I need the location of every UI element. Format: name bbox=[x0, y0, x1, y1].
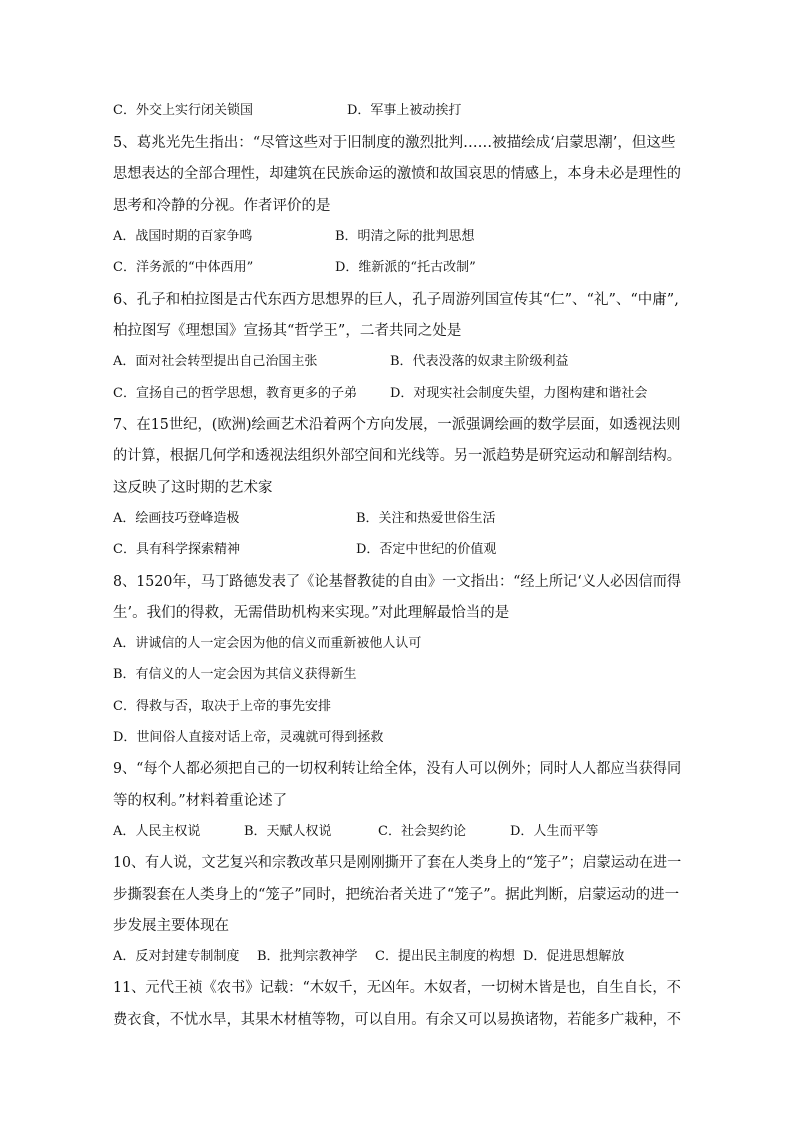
q6-option-b: B．代表没落的奴隶主阶级利益 bbox=[390, 354, 569, 369]
q11-stem-line-1: 11、元代王祯《农书》记载：“木奴千，无凶年。木奴者，一切树木皆是也，自生自长，不 bbox=[113, 980, 681, 996]
q5-stem-line-1: 5、葛兆光先生指出：“尽管这些对于旧制度的激烈批判……被描绘成‘启蒙思潮’，但这些 bbox=[113, 135, 676, 151]
q6-option-c: C．宣扬自己的哲学思想，教育更多的子弟 bbox=[113, 386, 357, 401]
q6-option-a: A．面对社会转型提出自己治国主张 bbox=[113, 354, 318, 369]
q10-option-d: D．促进思想解放 bbox=[523, 949, 625, 964]
q10-option-b: B．批判宗教神学 bbox=[257, 949, 358, 964]
q9-stem-line-2: 等的权利。”材料着重论述了 bbox=[113, 793, 288, 809]
q10-option-c: C．提出民主制度的构想 bbox=[375, 949, 515, 964]
q11-stem-line-2: 费衣食，不忧水旱，其果木材植等物，可以自用。有余又可以易换诸物，若能多广栽种，不 bbox=[113, 1012, 681, 1028]
q10-stem-line-3: 步发展主要体现在 bbox=[113, 918, 229, 934]
q10-stem-line-1: 10、有人说，文艺复兴和宗教改革只是刚刚撕开了套在人类身上的“笼子”；启蒙运动在进一 bbox=[113, 855, 682, 871]
q5-option-d: D．维新派的“托古改制” bbox=[335, 260, 476, 275]
q10-option-a: A．反对封建专制制度 bbox=[113, 949, 240, 964]
q8-stem-line-2: 生’。我们的得救，无需借助机构来实现。”对此理解最恰当的是 bbox=[113, 605, 510, 621]
q5-stem-line-2: 思想表达的全部合理性，却建筑在民族命运的激愤和故国哀思的情感上，本身未必是理性的 bbox=[113, 166, 681, 182]
q5-option-a: A．战国时期的百家争鸣 bbox=[113, 229, 253, 244]
q4-option-c: C．外交上实行闭关锁国 bbox=[113, 103, 253, 118]
q5-stem-line-3: 思考和冷静的分视。作者评价的是 bbox=[113, 198, 331, 214]
q4-option-d: D．军事上被动挨打 bbox=[347, 103, 462, 118]
q7-option-d: D．否定中世纪的价值观 bbox=[356, 542, 497, 557]
q7-option-a: A．绘画技巧登峰造极 bbox=[113, 511, 240, 526]
q6-stem-line-1: 6、孔子和柏拉图是古代东西方思想界的巨人，孔子周游列国宣传其“仁”、“礼”、“中庸”, bbox=[113, 292, 679, 308]
q10-stem-line-2: 步撕裂套在人类身上的“笼子”同时，把统治者关进了“笼子”。据此判断，启蒙运动的进一 bbox=[113, 887, 680, 903]
q9-option-b: B．天赋人权说 bbox=[244, 824, 332, 839]
q6-option-d: D．对现实社会制度失望，力图构建和谐社会 bbox=[390, 386, 648, 401]
q7-option-b: B．关注和热爱世俗生活 bbox=[356, 511, 496, 526]
q5-option-b: B．明清之际的批判思想 bbox=[335, 229, 475, 244]
q9-option-d: D．人生而平等 bbox=[510, 824, 599, 839]
q9-stem-line-1: 9、“每个人都必须把自己的一切权利转让给全体，没有人可以例外；同时人人都应当获得同 bbox=[113, 761, 682, 777]
q9-option-c: C．社会契约论 bbox=[378, 824, 466, 839]
q5-option-c: C．洋务派的“中体西用” bbox=[113, 260, 254, 275]
q9-option-a: A．人民主权说 bbox=[113, 824, 201, 839]
q7-option-c: C．具有科学探索精神 bbox=[113, 542, 240, 557]
q7-stem-line-1: 7、在15世纪，(欧洲)绘画艺术沿着两个方向发展，一派强调绘画的数学层面，如透视法则 bbox=[113, 417, 681, 433]
exam-page: C．外交上实行闭关锁国 D．军事上被动挨打 5、葛兆光先生指出：“尽管这些对于旧制度的激烈批判……被描绘成‘启蒙思潮’，但这些 思想表达的全部合理性，却建筑在民族命运的激愤和故国哀思的情感上，本身未必是理性的 思考和冷静的分视。作者评价的是 A．战国时期的百家争鸣 B．明清之际的批判思想 C．洋务派的“中体西用” D．维新派的“托古改制” 6、孔子和柏拉图是古代东西方思想界的巨人，孔子周游列国宣传其“仁”、“礼”、“中庸”, 柏拉图写《理想国》宣扬其“哲学王”，二者共同之处是 A．面对社会转型提出自己治国主张 B．代表没落的奴隶主阶级利益 C．宣扬自己的哲学思想，教育更多的子弟 D．对现实社会制度失望，力图构建和谐社会 7、在15世纪，(欧洲)绘画艺术沿着两个方向发展，一派强调绘画的数学层面，如透视法则 的计算，根据几何学和透视法组织外部空间和光线等。另一派趋势是研究运动和解剖结构。 这反映了这时期的艺术家 A．绘画技巧登峰造极 B．关注和热爱世俗生活 C．具有科学探索精神 D．否定中世纪的价值观 8、1520年，马丁路德发表了《论基督教徒的自由》一文指出：“经上所记‘义人必因信而得 生’。我们的得救，无需借助机构来实现。”对此理解最恰当的是 A．讲诚信的人一定会因为他的信义而重新被他人认可 B．有信义的人一定会因为其信义获得新生 C．得救与否，取决于上帝的事先安排 D．世间俗人直接对话上帝，灵魂就可得到拯救 9、“每个人都必须把自己的一切权利转让给全体，没有人可以例外；同时人人都应当获得同 等的权利。”材料着重论述了 A．人民主权说 B．天赋人权说 C．社会契约论 D．人生而平等 10、有人说，文艺复兴和宗教改革只是刚刚撕开了套在人类身上的“笼子”；启蒙运动在进一 步撕裂套在人类身上的“笼子”同时，把统治者关进了“笼子”。据此判断，启蒙运动的进一 步发展主要体现在 A．反对封建专制制度 B．批判宗教神学 C．提出民主制度的构想 D．促进思想解放 11、元代王祯《农书》记载：“木奴千，无凶年。木奴者，一切树木皆是也，自生自长，不 费衣食，不忧水旱，其果木材植等物，可以自用。有余又可以易换诸物，若能多广栽种，不 bbox=[113, 103, 682, 1028]
q7-stem-line-3: 这反映了这时期的艺术家 bbox=[113, 480, 273, 496]
q6-stem-line-2: 柏拉图写《理想国》宣扬其“哲学王”，二者共同之处是 bbox=[113, 323, 462, 339]
q7-stem-line-2: 的计算，根据几何学和透视法组织外部空间和光线等。另一派趋势是研究运动和解剖结构。 bbox=[113, 448, 681, 464]
q8-stem-line-1: 8、1520年，马丁路德发表了《论基督教徒的自由》一文指出：“经上所记‘义人必因信而得 bbox=[113, 574, 682, 590]
